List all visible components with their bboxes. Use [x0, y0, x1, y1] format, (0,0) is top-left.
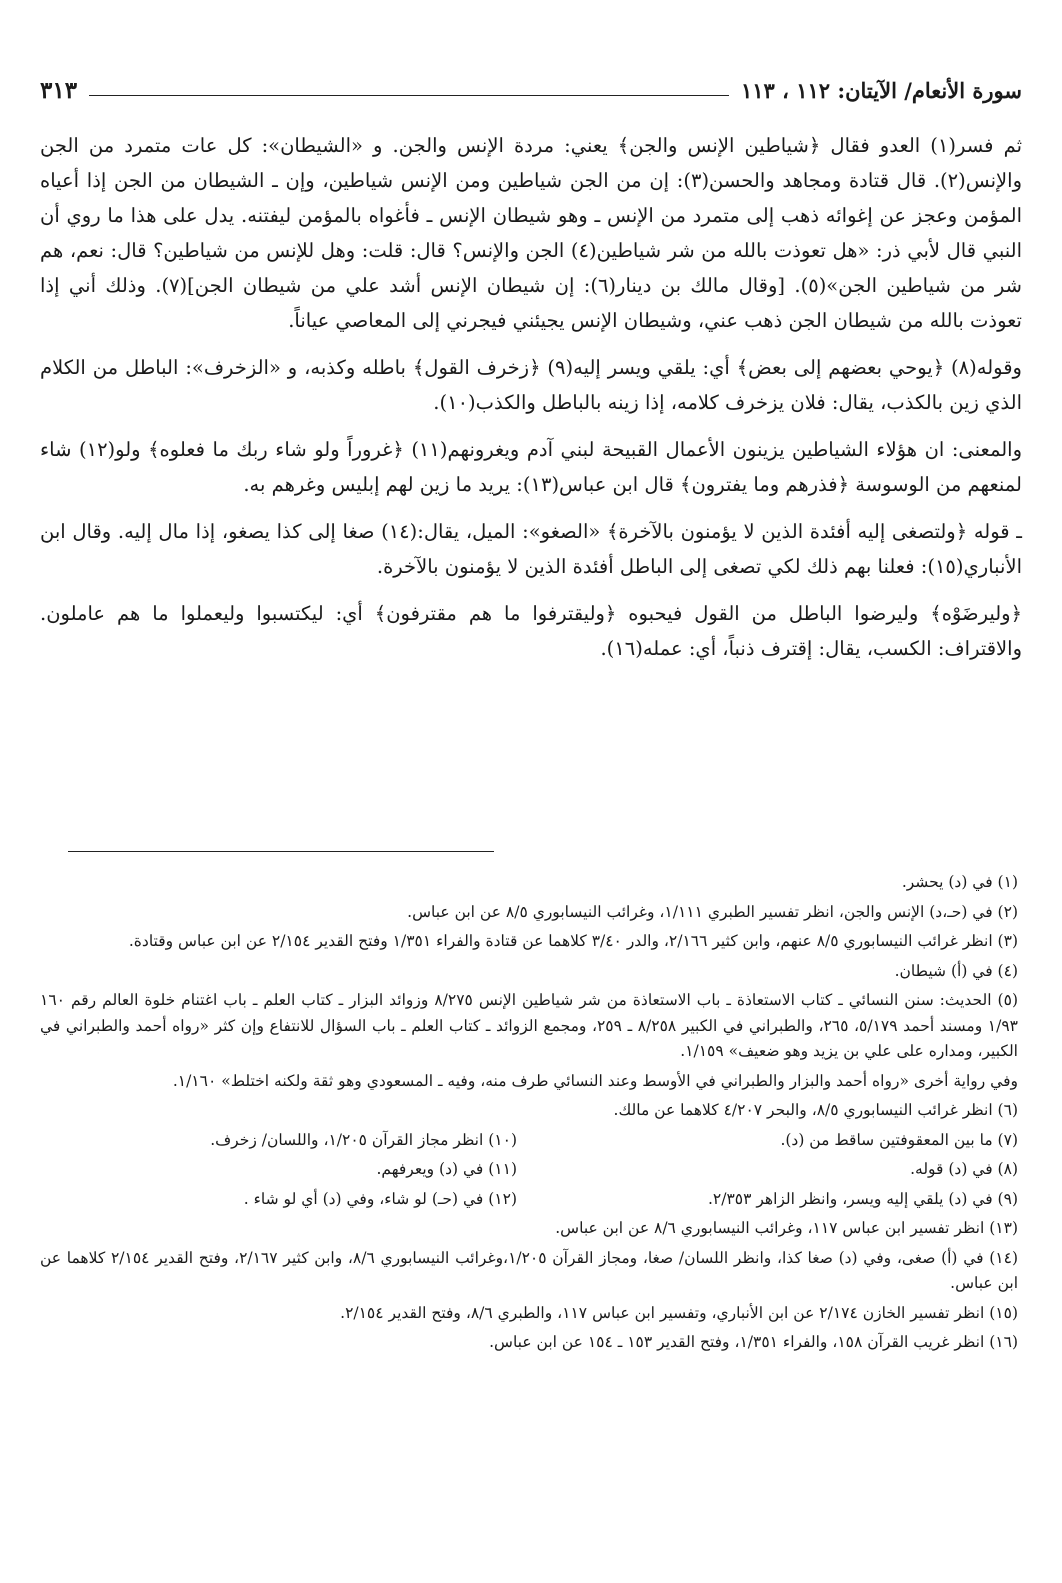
- footnote-12: (١٢) في (حـ) لو شاء، وفي (د) أي لو شاء .: [243, 1189, 517, 1208]
- footnote-1: (١) في (د) يحشر.: [901, 873, 1018, 891]
- main-text: [40, 128, 1022, 678]
- footnote-3: (٣) انظر غرائب النيسابوري ٨/٥ عنهم، وابن كثير ٢/١٦٦، والدر ٣/٤٠ كلاهما عن قتادة والفراء ١/٣٥١ وفتح القدير ٢/١٥٤ عن ابن عباس وقتادة.: [128, 932, 1018, 950]
- footnote-4: (٤) في (أ) شيطان.: [894, 961, 1018, 980]
- footnote-11: (١١) في (د) ويعرفهم.: [376, 1160, 517, 1178]
- footnote-16: (١٦) انظر غريب القرآن ١٥٨، والفراء ١/٣٥١، وفتح القدير ١٥٣ ـ ١٥٤ عن ابن عباس.: [489, 1333, 1018, 1351]
- paragraph-3: والمعنى: ان هؤلاء الشياطين يزينون الأعمال القبيحة لبني آدم ويغرونهم(١١) ﴿غروراً ولو شاء ربك ما فعلوه﴾ ولو(١٢) شاء لمنعهم من الوسوسة ﴿فذرهم وما يفترون﴾ قال ابن عباس(١٣): يريد ما زين لهم إبليس وغرهم به.: [40, 438, 1022, 496]
- footnote-6: (٦) انظر غرائب النيسابوري ٨/٥، والبحر ٤/٢٠٧ كلاهما عن مالك.: [613, 1101, 1018, 1119]
- paragraph-5: ﴿وليرضَوْه﴾ وليرضوا الباطل من القول فيحبوه ﴿وليقترفوا ما هم مقترفون﴾ أي: ليكتسبوا وليعملوا ما هم عاملون. والاقتراف: الكسب، يقال: إقترف ذنباً، أي: عمله(١٦).: [40, 602, 1022, 660]
- footnote-separator: [68, 851, 494, 852]
- page-number: ٣١٣: [40, 76, 78, 104]
- footnote-row-9-12: [40, 1187, 1022, 1213]
- footnote-15: (١٥) انظر تفسير الخازن ٢/١٧٤ عن ابن الأنباري، وتفسير ابن عباس ١١٧، والطبري ٨/٦، وفتح القدير ٢/١٥٤.: [340, 1303, 1018, 1322]
- footnote-row-7-10: [40, 1128, 1022, 1154]
- footnote-2: (٢) في (حـ،د) الإنس والجن، انظر تفسير الطبري ١/١١١، وغرائب النيسابوري ٨/٥ عن ابن عباس.: [407, 902, 1018, 921]
- footnote-row-8-11: [40, 1157, 1022, 1183]
- footnote-7: (٧) ما بين المعقوفتين ساقط من (د).: [780, 1130, 1018, 1149]
- footnote-13: (١٣) انظر تفسير ابن عباس ١١٧، وغرائب النيسابوري ٨/٦ عن ابن عباس.: [555, 1219, 1018, 1237]
- footnote-5: (٥) الحديث: سنن النسائي ـ كتاب الاستعاذة ـ باب الاستعاذة من شر شياطين الإنس ٨/٢٧٥ وزوائد البزار ـ كتاب العلم ـ باب اغتنام خلوة العالم رقم ١٦٠ ١/٩٣ ومسند أحمد ٥/١٧٩، ٢٦٥، والطبراني في الكبير ٨/٢٥٨ ـ ٢٥٩، ومجمع الزوائد ـ كتاب العلم ـ باب السؤال للانتفاع وإن كثر «رواه أحمد والطبراني في الكبير، ومداره على علي بن يزيد وهو ضعيف» ١/١٥٩.: [40, 991, 1018, 1060]
- footnote-14: (١٤) في (أ) صغى، وفي (د) صغا كذا، وانظر اللسان/ صغا، ومجاز القرآن ١/٢٠٥،وغرائب النيسابوري ٨/٦، وابن كثير ٢/١٦٧، وفتح القدير ٢/١٥٤ كلاهما عن ابن عباس.: [40, 1248, 1018, 1292]
- header-rule: [89, 95, 729, 96]
- footnotes: [40, 870, 1022, 1360]
- paragraph-1: ثم فسر(١) العدو فقال ﴿شياطين الإنس والجن﴾ يعني: مردة الإنس والجن. و «الشيطان»: كل عات متمرد من الجن والإنس(٢). قال قتادة ومجاهد والحسن(٣): إن من الجن شياطين ومن الإنس شياطين، وإن ـ الشيطان من الجن إذا أعياه المؤمن وعجز عن إغوائه ذهب إلى متمرد من الإنس ـ وهو شيطان الإنس ـ فأغواه بالمؤمن ليفتنه. يدل على هذا ما روي أن النبي قال لأبي ذر: «هل تعوذت بالله من شر شياطين(٤) الجن والإنس؟ قال: قلت: وهل للإنس من شياطين؟ قال: نعم، هم شر من شياطين الجن»(٥). [وقال مالك بن دينار(٦): إن شيطان الإنس أشد علي من شيطان الجن](٧). وذلك أني إذا تعوذت بالله من شيطان الجن ذهب عني، وشيطان الإنس يجيئني فيجرني إلى المعاصي عياناً.: [40, 134, 1022, 332]
- paragraph-4: ـ قوله ﴿ولتصغى إليه أفئدة الذين لا يؤمنون بالآخرة﴾ «الصغو»: الميل، يقال:(١٤) صغا إلى كذا يصغو، إذا مال إليه. وقال ابن الأنباري(١٥): فعلنا بهم ذلك لكي تصغى إلى الباطل أفئدة الذين لا يؤمنون بالآخرة.: [40, 520, 1022, 578]
- footnote-5-continued: وفي رواية أخرى «رواه أحمد والبزار والطبراني في الأوسط وعند النسائي طرف منه، وفيه ـ المسعودي وهو ثقة ولكنه اختلط» ١/١٦٠.: [172, 1071, 1018, 1090]
- footnote-8: (٨) في (د) قوله.: [910, 1160, 1018, 1178]
- footnote-9: (٩) في (د) يلقي إليه ويسر، وانظر الزاهر ٢/٣٥٣.: [707, 1189, 1018, 1208]
- surah-title: سورة الأنعام/ الآيتان: ١١٢ ، ١١٣: [740, 77, 1022, 103]
- paragraph-2: وقوله(٨) ﴿يوحي بعضهم إلى بعض﴾ أي: يلقي ويسر إليه(٩) ﴿زخرف القول﴾ باطله وكذبه، و «الزخرف»: الباطل من الكلام الذي زين بالكذب، يقال: فلان يزخرف كلامه، إذا زينه بالباطل والكذب(١٠).: [40, 356, 1022, 414]
- footnote-10: (١٠) انظر مجاز القرآن ١/٢٠٥، واللسان/ زخرف.: [210, 1130, 517, 1149]
- running-header: [40, 70, 1022, 110]
